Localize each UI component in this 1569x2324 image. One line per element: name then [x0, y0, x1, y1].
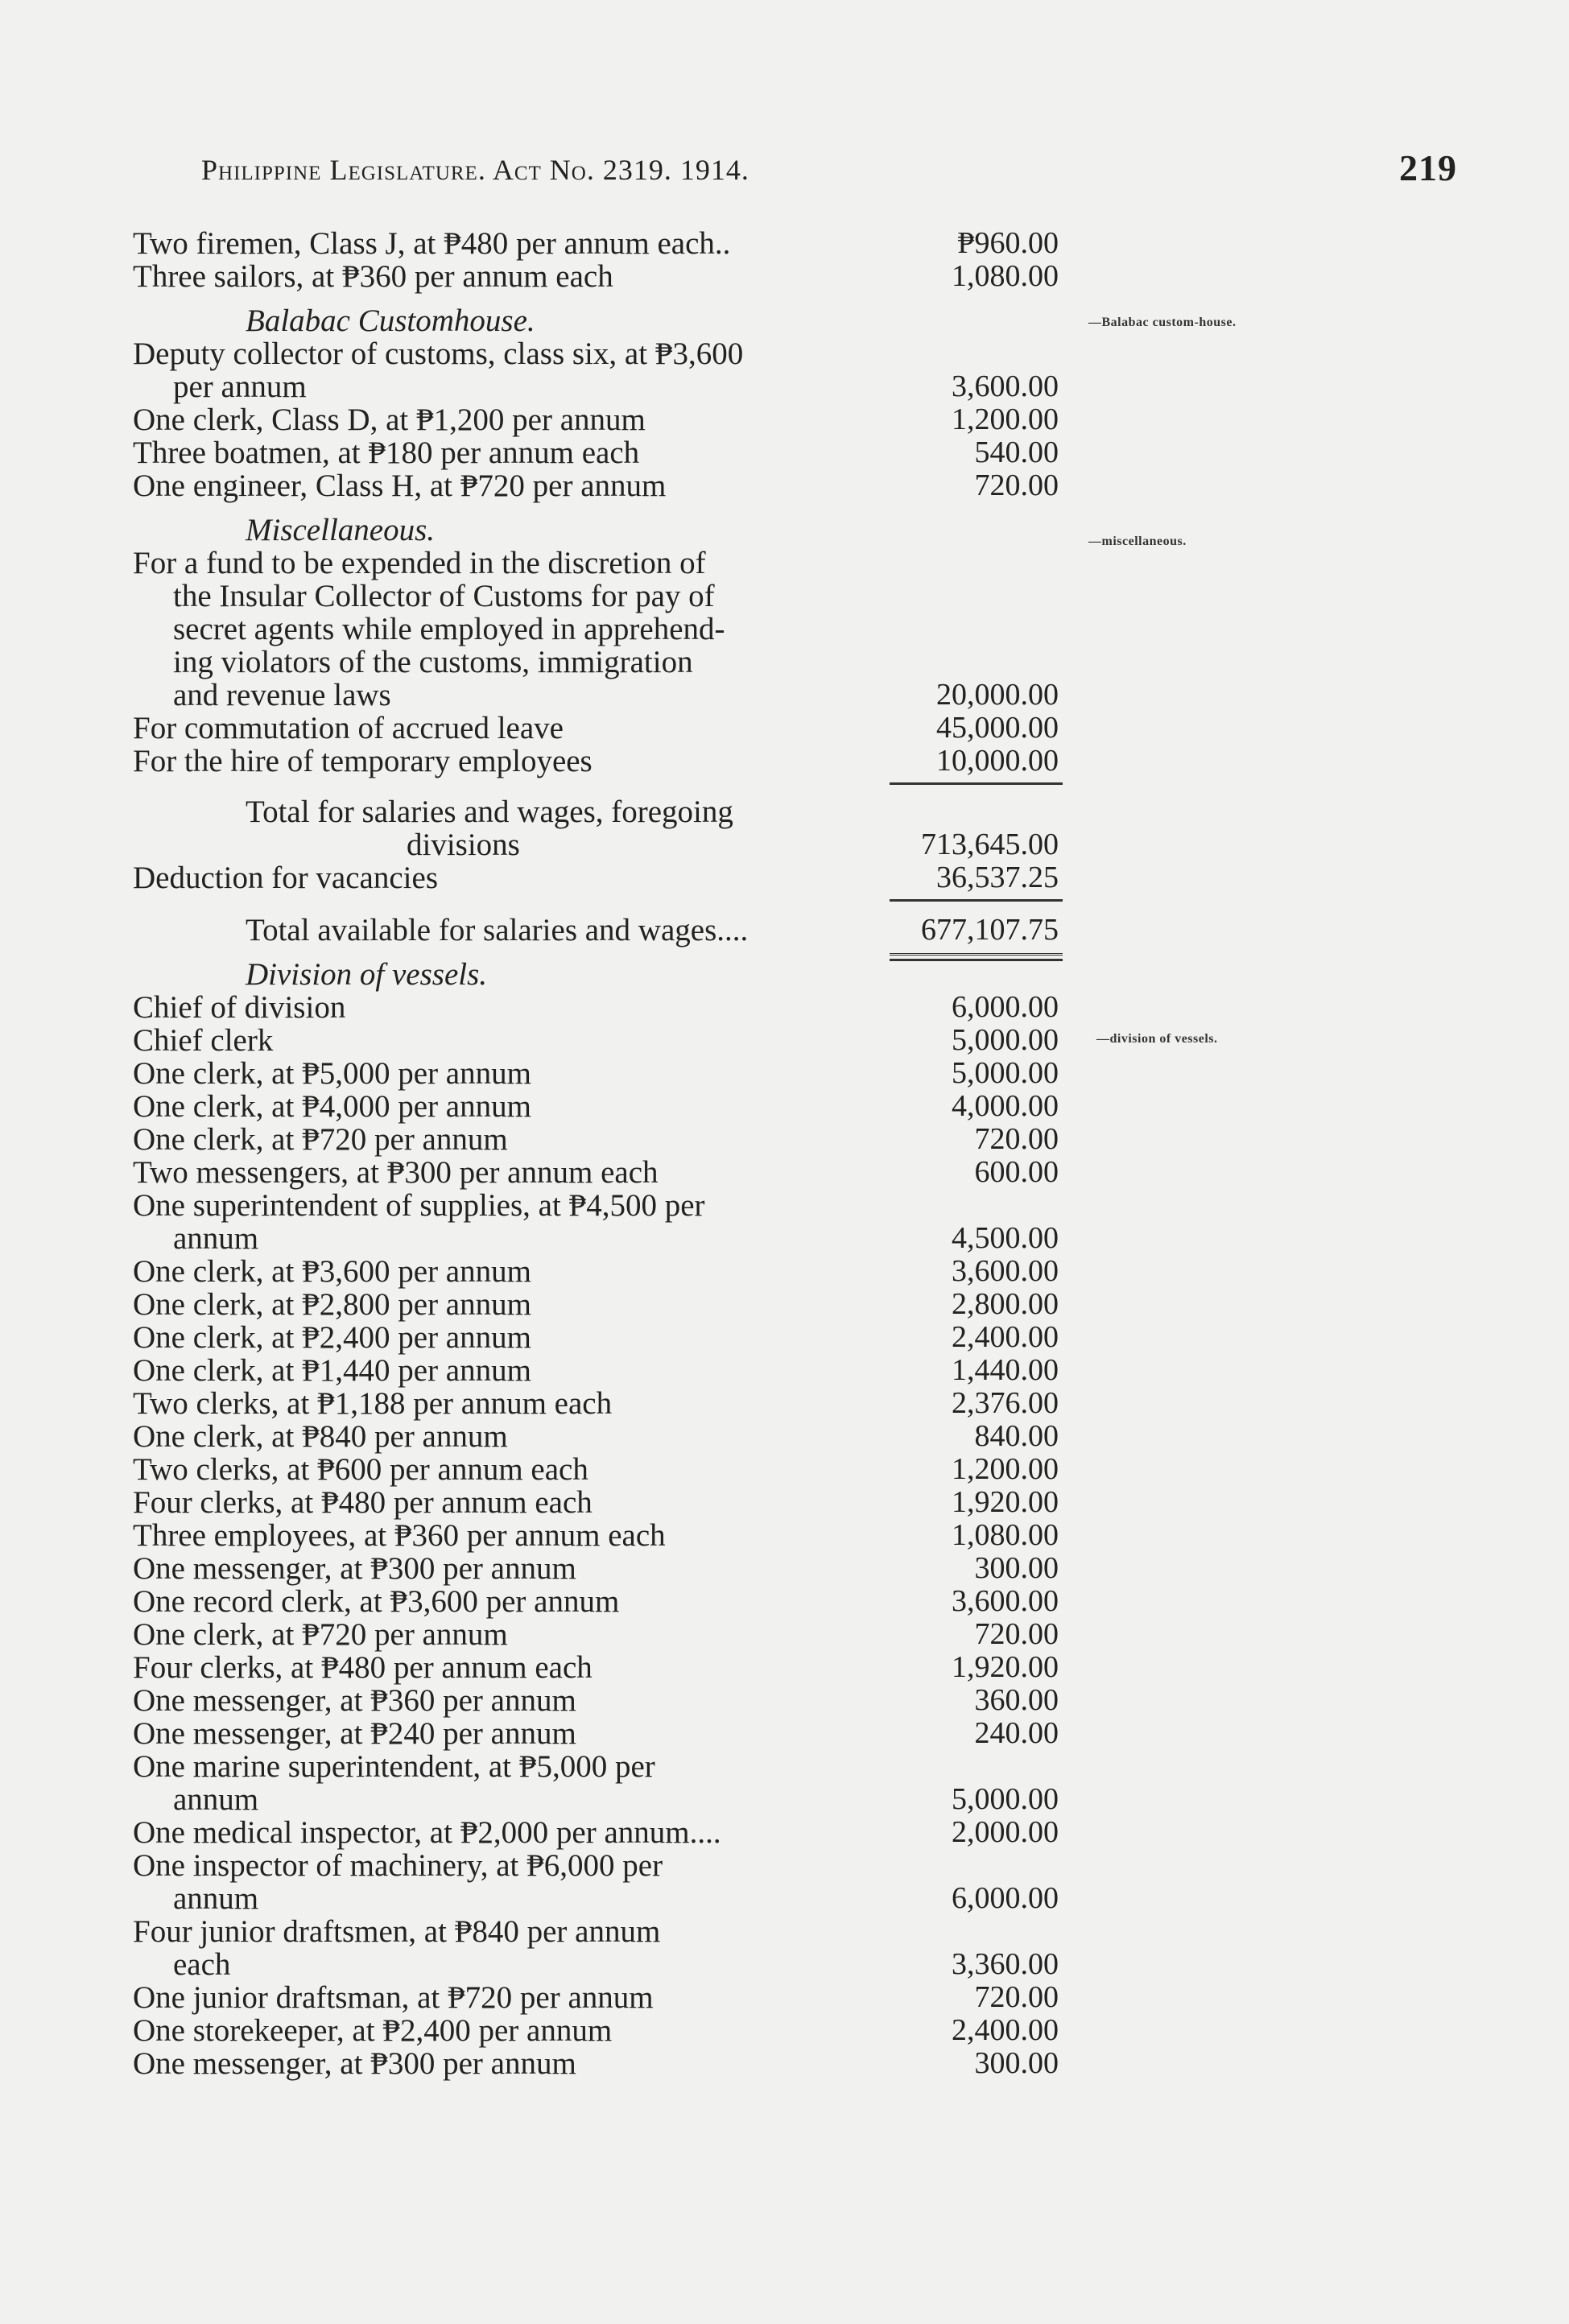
- item-line: ing violators of the customs, immigration: [173, 645, 693, 679]
- item-description: One storekeeper, at ₱2,400 per annum: [133, 2013, 613, 2048]
- item-amount: 2,400.00: [952, 2013, 1059, 2047]
- item-amount: 2,400.00: [952, 1320, 1059, 1354]
- list-item: [133, 712, 1099, 745]
- item-line: Deputy collector of customs, class six, at ₱3,600: [133, 336, 744, 371]
- item-description: For commutation of accrued leave: [133, 711, 564, 745]
- item-description: One clerk, at ₱720 per annum: [133, 1122, 508, 1157]
- list-item: [133, 1486, 1099, 1519]
- list-item: [133, 1750, 1099, 1816]
- list-item: [133, 547, 1099, 712]
- item-description: One clerk, at ₱2,800 per annum: [133, 1287, 531, 1322]
- item-amount: 20,000.00: [936, 678, 1059, 712]
- item-line: annum: [173, 1881, 259, 1916]
- item-line: Total for salaries and wages, foregoing: [246, 795, 733, 829]
- list-item: [133, 403, 1099, 436]
- item-description: Three employees, at ₱360 per annum each: [133, 1518, 666, 1553]
- item-description: [133, 337, 886, 403]
- margin-note-vessels: —division of vessels.: [1096, 1032, 1218, 1046]
- item-description: Two messengers, at ₱300 per annum each: [133, 1155, 659, 1190]
- item-line: For a fund to be expended in the discretion of: [133, 546, 706, 580]
- list-item: [133, 1420, 1099, 1453]
- item-amount: 6,000.00: [952, 990, 1059, 1024]
- item-description: One record clerk, at ₱3,600 per annum: [133, 1584, 620, 1619]
- list-item: [133, 1024, 1099, 1057]
- item-description: One clerk, at ₱1,440 per annum: [133, 1353, 531, 1388]
- item-amount: ₱960.00: [957, 226, 1059, 260]
- item-description: One clerk, at ₱720 per annum: [133, 1617, 508, 1652]
- item-amount: 720.00: [974, 469, 1059, 502]
- item-description: One medical inspector, at ₱2,000 per annum....: [133, 1815, 721, 1850]
- section-heading: [133, 514, 1099, 547]
- item-line: One inspector of machinery, at ₱6,000 per: [133, 1848, 663, 1883]
- list-item: [133, 1915, 1099, 1981]
- list-item: [133, 1981, 1099, 2014]
- item-amount: 1,920.00: [952, 1650, 1059, 1684]
- list-item: [133, 991, 1099, 1024]
- item-description: Two firemen, Class J, at ₱480 per annum each..: [133, 226, 731, 261]
- balabac-heading: Balabac Customhouse.: [246, 303, 535, 338]
- running-title: Philippine Legislature. Act No. 2319. 1914.: [201, 154, 749, 186]
- list-item: [133, 1618, 1099, 1651]
- item-amount: 1,080.00: [952, 1518, 1059, 1552]
- margin-note-misc: —miscellaneous.: [1088, 535, 1187, 548]
- item-amount: 36,537.25: [936, 861, 1059, 894]
- item-description: One clerk, at ₱4,000 per annum: [133, 1089, 531, 1124]
- item-amount: 1,200.00: [952, 1452, 1059, 1486]
- item-description: [133, 547, 886, 712]
- item-amount: 300.00: [974, 2046, 1059, 2080]
- item-amount: 1,440.00: [952, 1353, 1059, 1387]
- list-item: [133, 1123, 1099, 1156]
- list-item: [133, 1321, 1099, 1354]
- list-item: [133, 1090, 1099, 1123]
- item-description: One messenger, at ₱240 per annum: [133, 1716, 576, 1751]
- item-amount: 5,000.00: [952, 1023, 1059, 1057]
- item-amount: 2,000.00: [952, 1815, 1059, 1849]
- list-item: [133, 1288, 1099, 1321]
- item-description: Three boatmen, at ₱180 per annum each: [133, 435, 640, 470]
- item-amount: 4,500.00: [952, 1221, 1059, 1255]
- spacer: [133, 947, 1099, 958]
- item-amount: 840.00: [974, 1419, 1059, 1453]
- section-heading: [133, 304, 1099, 337]
- item-description: One clerk, at ₱3,600 per annum: [133, 1254, 531, 1289]
- item-amount: 45,000.00: [936, 711, 1059, 745]
- item-amount: 713,645.00: [921, 828, 1059, 861]
- list-item: [133, 260, 1099, 293]
- item-description: Chief clerk: [133, 1023, 274, 1058]
- item-amount: 240.00: [974, 1716, 1059, 1750]
- item-description: [133, 1750, 886, 1816]
- item-description: One clerk, Class D, at ₱1,200 per annum: [133, 402, 646, 437]
- item-description: Chief of division: [133, 990, 346, 1025]
- item-line: annum: [173, 1221, 259, 1256]
- item-description: One junior draftsman, at ₱720 per annum: [133, 1980, 654, 2015]
- item-description: Total available for salaries and wages....: [246, 913, 749, 947]
- appropriations-list: [133, 227, 1099, 2080]
- item-line: and revenue laws: [173, 678, 391, 712]
- list-item: [133, 2047, 1099, 2080]
- item-amount: 720.00: [974, 1617, 1059, 1651]
- item-description: Four clerks, at ₱480 per annum each: [133, 1650, 593, 1685]
- item-amount: 10,000.00: [936, 744, 1059, 778]
- item-amount: 720.00: [974, 1980, 1059, 2014]
- total-row: [133, 914, 1099, 947]
- list-item: [133, 1189, 1099, 1255]
- list-item: [133, 469, 1099, 502]
- item-line: per annum: [173, 369, 307, 404]
- misc-heading: Miscellaneous.: [246, 513, 436, 547]
- item-description: Three sailors, at ₱360 per annum each: [133, 259, 613, 294]
- item-amount: 4,000.00: [952, 1089, 1059, 1123]
- subtotal-rule: [890, 782, 1063, 785]
- item-amount: 677,107.75: [921, 913, 1059, 947]
- item-amount: 600.00: [974, 1155, 1059, 1189]
- item-description: One messenger, at ₱300 per annum: [133, 2046, 576, 2081]
- list-item: [133, 1156, 1099, 1189]
- list-item: [133, 1849, 1099, 1915]
- list-item: [133, 1057, 1099, 1090]
- item-amount: 3,360.00: [952, 1947, 1059, 1981]
- list-item: [133, 1684, 1099, 1717]
- spacer: [133, 293, 1099, 304]
- item-description: One messenger, at ₱300 per annum: [133, 1551, 576, 1586]
- section-heading: [133, 958, 1099, 991]
- vessels-heading: Division of vessels.: [246, 957, 488, 992]
- item-line: annum: [173, 1782, 259, 1817]
- page-header: [201, 147, 1457, 193]
- item-description: One messenger, at ₱360 per annum: [133, 1683, 576, 1718]
- item-line: the Insular Collector of Customs for pay of: [173, 579, 715, 613]
- item-description: One clerk, at ₱2,400 per annum: [133, 1320, 531, 1355]
- list-item: [133, 1453, 1099, 1486]
- item-amount: 5,000.00: [952, 1056, 1059, 1090]
- spacer: [133, 502, 1099, 514]
- list-item: [133, 1387, 1099, 1420]
- item-amount: 1,200.00: [952, 402, 1059, 436]
- item-amount: 720.00: [974, 1122, 1059, 1156]
- margin-note-balabac: —Balabac custom-house.: [1088, 316, 1237, 329]
- list-item: [133, 436, 1099, 469]
- item-amount: 2,376.00: [952, 1386, 1059, 1420]
- list-item: [133, 1519, 1099, 1552]
- item-amount: 3,600.00: [952, 369, 1059, 403]
- list-item: [133, 1585, 1099, 1618]
- total-row: [133, 795, 1099, 861]
- list-item: [133, 227, 1099, 260]
- list-item: [133, 861, 1099, 894]
- item-description: One engineer, Class H, at ₱720 per annum: [133, 469, 667, 503]
- page-number: 219: [1399, 147, 1457, 188]
- item-line: Four junior draftsmen, at ₱840 per annum: [133, 1914, 661, 1949]
- item-amount: 3,600.00: [952, 1584, 1059, 1618]
- item-amount: 2,800.00: [952, 1287, 1059, 1321]
- vessels-list: [133, 991, 1099, 2080]
- item-description: For the hire of temporary employees: [133, 744, 593, 778]
- item-description: One clerk, at ₱5,000 per annum: [133, 1056, 531, 1091]
- item-amount: 300.00: [974, 1551, 1059, 1585]
- item-amount: 6,000.00: [952, 1881, 1059, 1915]
- item-amount: 360.00: [974, 1683, 1059, 1717]
- item-line: One marine superintendent, at ₱5,000 per: [133, 1749, 655, 1784]
- item-description: Two clerks, at ₱600 per annum each: [133, 1452, 588, 1487]
- list-item: [133, 1552, 1099, 1585]
- item-description: [133, 1849, 886, 1915]
- list-item: [133, 1816, 1099, 1849]
- list-item: [133, 1651, 1099, 1684]
- list-item: [133, 337, 1099, 403]
- list-item: [133, 1354, 1099, 1387]
- item-amount: 540.00: [974, 435, 1059, 469]
- item-amount: 5,000.00: [952, 1782, 1059, 1816]
- item-amount: 1,080.00: [952, 259, 1059, 293]
- item-description: [133, 1189, 886, 1255]
- item-description: Deduction for vacancies: [133, 861, 438, 895]
- item-description: [133, 1915, 886, 1981]
- item-description: [133, 795, 886, 861]
- item-description: Two clerks, at ₱1,188 per annum each: [133, 1386, 613, 1421]
- item-description: One clerk, at ₱840 per annum: [133, 1419, 508, 1454]
- item-line: divisions: [407, 828, 520, 862]
- list-item: [133, 745, 1099, 778]
- item-description: Four clerks, at ₱480 per annum each: [133, 1485, 593, 1520]
- list-item: [133, 1255, 1099, 1288]
- list-item: [133, 1717, 1099, 1750]
- item-line: each: [173, 1947, 231, 1982]
- item-line: secret agents while employed in apprehend-: [173, 612, 725, 646]
- list-item: [133, 2014, 1099, 2047]
- item-amount: 1,920.00: [952, 1485, 1059, 1519]
- subtotal-rule: [890, 899, 1063, 902]
- item-line: One superintendent of supplies, at ₱4,500 per: [133, 1188, 705, 1223]
- item-amount: 3,600.00: [952, 1254, 1059, 1288]
